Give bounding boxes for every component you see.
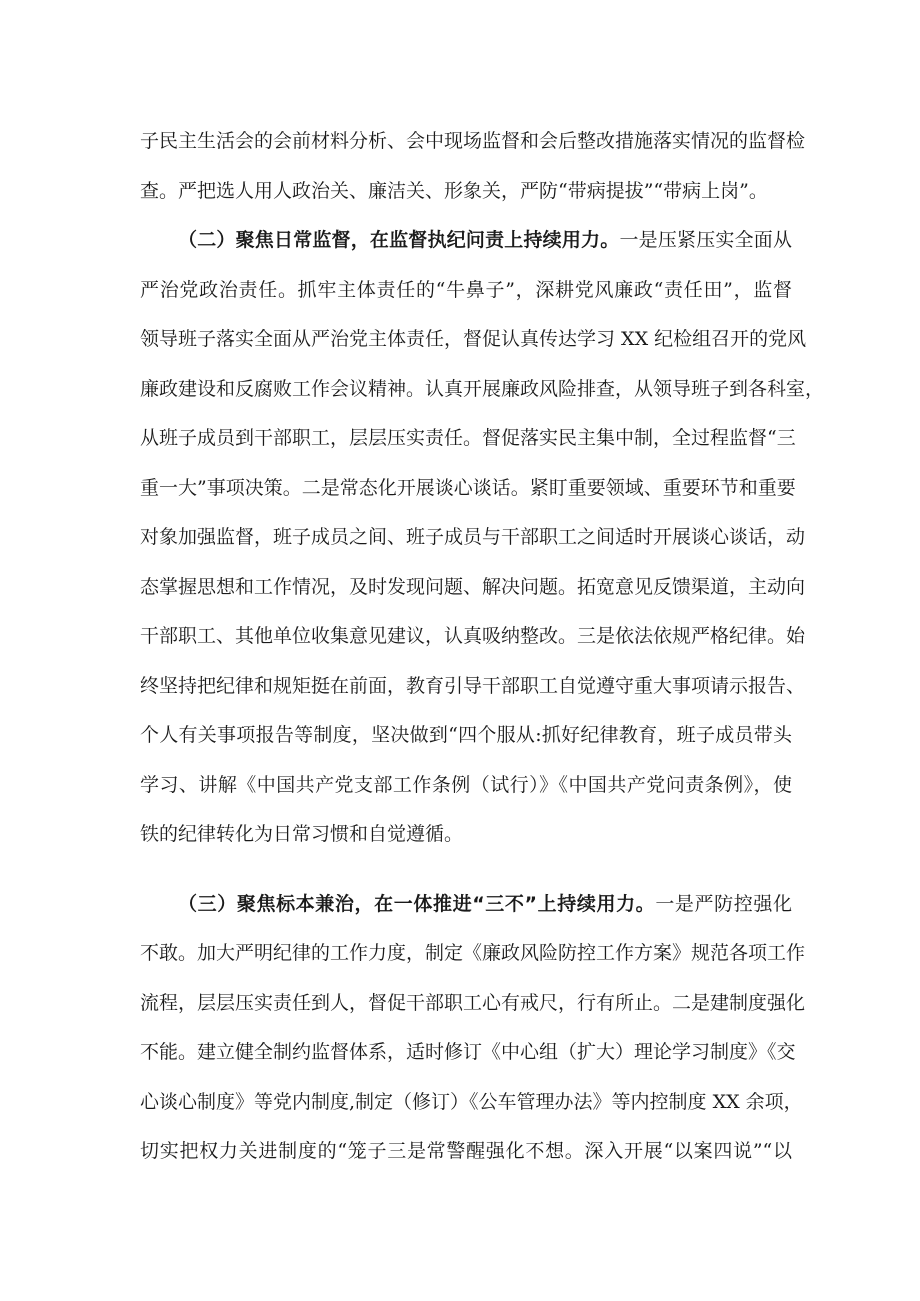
text-line: 态掌握思想和工作情况，及时发现问题、解决问题。拓宽意见反馈渠道，主动向	[140, 575, 806, 598]
text-line	[140, 220, 792, 270]
text-run: 一是严防控强化	[655, 892, 792, 915]
section-heading: （三）聚焦标本兼治，在一体推进“三不”上持续用力。	[178, 892, 656, 915]
text-line: 不敢。加大严明纪律的工作力度，制定《廉政风险防控工作方案》规范各项工作	[140, 942, 806, 964]
text-line: 领导班子落实全面从严治党主体责任，督促认真传达学习 XX 纪检组召开的党风	[140, 328, 807, 350]
paragraph-2	[140, 220, 825, 864]
text-line: 干部职工、其他单位收集意见建议，认真吸纳整改。三是依法依规严格纪律。始	[140, 625, 806, 647]
text-line: 心谈心制度》等党内制度,制定（修订）《公车管理办法》等内控制度 XX 余项，	[140, 1090, 803, 1113]
text-line: 不能。建立健全制约监督体系，适时修订《中心组（扩大）理论学习制度》《交	[140, 1041, 796, 1063]
document-body	[140, 121, 825, 1181]
text-line: 流程，层层压实责任到人，督促干部职工心有戒尺，行有所止。二是建制度强化	[140, 991, 806, 1014]
text-line: 学习、讲解《中国共产党支部工作条例（试行）》《中国共产党问责条例》，使	[140, 773, 792, 796]
text-line: 终坚持把纪律和规矩挺在前面，教育引导干部职工自觉遵守重大事项请示报告、	[140, 674, 806, 697]
section-heading: （二）聚焦日常监督，在监督执纪问责上持续用力。	[178, 229, 620, 251]
text-run: 一是压紧压实全面从	[619, 229, 792, 251]
paragraph-gap	[140, 864, 792, 884]
paragraph-3	[140, 884, 806, 1181]
paragraph-1	[140, 121, 806, 220]
text-line: 重一大”事项决策。二是常态化开展谈心谈话。紧盯重要领域、重要环节和重要	[140, 476, 796, 499]
text-line: 严治党政治责任。抓牢主体责任的“牛鼻子”，深耕党风廉政“责任田”，监督	[140, 278, 792, 301]
text-line: 廉政建设和反腐败工作会议精神。认真开展廉政风险排查，从领导班子到各科室，	[140, 377, 825, 400]
text-line: 铁的纪律转化为日常习惯和自觉遵循。	[140, 823, 464, 845]
text-line: 从班子成员到干部职工，层层压实责任。督促落实民主集中制，全过程监督“三	[140, 427, 796, 449]
text-line: 切实把权力关进制度的“笼子三是常警醒强化不想。深入开展“以案四说”“以	[140, 1140, 792, 1162]
text-line: 查。严把选人用人政治关、廉洁关、形象关，严防“带病提拔”“带病上岗”。	[140, 179, 768, 202]
text-line: 子民主生活会的会前材料分析、会中现场监督和会后整改措施落实情况的监督检	[140, 130, 806, 152]
text-line	[140, 884, 792, 934]
text-line: 个人有关事项报告等制度，坚决做到“四个服从:抓好纪律教育，班子成员带头	[140, 724, 792, 746]
text-line: 对象加强监督，班子成员之间、班子成员与干部职工之间适时开展谈心谈话，动	[140, 526, 806, 548]
